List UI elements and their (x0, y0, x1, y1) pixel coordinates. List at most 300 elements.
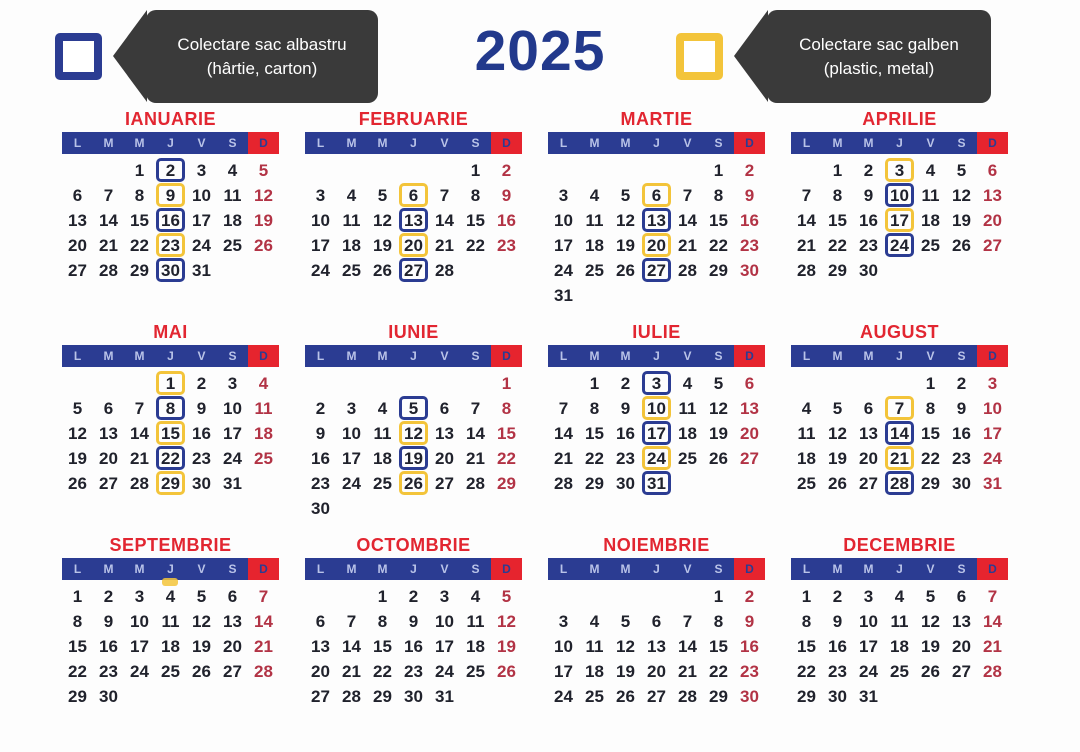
day-cell: 30 (404, 687, 423, 706)
year-title: 2025 (474, 19, 606, 83)
day-cell: 8 (72, 612, 83, 631)
day-cell: 10 (859, 612, 878, 631)
empty-cell (305, 371, 336, 396)
weekday-header-5: S (714, 349, 723, 363)
weekday-header-2: M (620, 562, 631, 576)
day-cell: 2 (744, 161, 755, 180)
weekday-header-5: S (714, 136, 723, 150)
empty-cell (62, 158, 93, 183)
weekday-header-1: M (589, 136, 600, 150)
day-cell: 1 (155, 371, 186, 396)
day-cell: 20 (859, 449, 878, 468)
weekday-header-sunday: D (491, 558, 522, 580)
day-cell: 1 (589, 374, 600, 393)
day-cell: 5 (832, 399, 843, 418)
day-cell: 15 (497, 424, 516, 443)
empty-cell (579, 584, 610, 609)
days-grid (791, 584, 1008, 709)
weekday-header-sunday: D (734, 558, 765, 580)
day-cell: 10 (342, 424, 361, 443)
day-cell: 4 (894, 587, 905, 606)
day-cell: 12 (254, 186, 273, 205)
day-cell: 19 (709, 424, 728, 443)
weekday-header-sunday: D (248, 345, 279, 367)
day-cell: 28 (884, 471, 915, 496)
day-cell: 8 (713, 186, 724, 205)
weekday-header-row (62, 558, 279, 580)
day-cell: 10 (884, 183, 915, 208)
empty-cell (853, 371, 884, 396)
day-cell: 22 (585, 449, 604, 468)
day-cell: 3 (641, 371, 672, 396)
day-cell: 8 (832, 186, 843, 205)
day-cell: 13 (311, 637, 330, 656)
empty-cell (791, 371, 822, 396)
day-cell: 2 (315, 399, 326, 418)
day-cell: 11 (890, 612, 909, 631)
weekday-header-4: V (926, 136, 935, 150)
day-cell: 2 (620, 374, 631, 393)
day-cell: 6 (439, 399, 450, 418)
weekday-header-row (548, 345, 765, 367)
day-cell: 5 (398, 396, 429, 421)
month-title: MAI (153, 322, 188, 342)
blue-bag-swatch-icon (55, 33, 102, 80)
day-cell: 16 (616, 424, 635, 443)
weekday-header-4: V (440, 349, 449, 363)
days-grid (548, 371, 765, 496)
day-cell: 6 (103, 399, 114, 418)
days-grid (791, 158, 1008, 283)
weekday-header-4: V (683, 349, 692, 363)
day-cell: 26 (921, 662, 940, 681)
weekday-header-0: L (316, 349, 325, 363)
weekday-header-sunday: D (734, 345, 765, 367)
day-cell: 29 (155, 471, 186, 496)
empty-cell (548, 584, 579, 609)
day-cell: 19 (497, 637, 516, 656)
day-cell: 8 (470, 186, 481, 205)
day-cell: 21 (99, 236, 118, 255)
day-cell: 19 (398, 446, 429, 471)
day-cell: 15 (373, 637, 392, 656)
day-cell: 12 (192, 612, 211, 631)
day-cell: 4 (589, 186, 600, 205)
day-cell: 14 (435, 211, 454, 230)
day-cell: 9 (863, 186, 874, 205)
empty-cell (548, 371, 579, 396)
weekday-header-5: S (228, 349, 237, 363)
days-grid (62, 584, 279, 709)
day-cell: 4 (155, 584, 186, 609)
empty-cell (579, 158, 610, 183)
month-title: MARTIE (620, 109, 693, 129)
day-cell: 18 (342, 236, 361, 255)
day-cell: 26 (709, 449, 728, 468)
day-cell: 13 (68, 211, 87, 230)
day-cell: 5 (196, 587, 207, 606)
day-cell: 19 (616, 236, 635, 255)
day-cell: 7 (682, 612, 693, 631)
yellow-bag-legend-line1: Colectare sac galben (799, 34, 959, 54)
day-cell: 18 (466, 637, 485, 656)
day-cell: 30 (616, 474, 635, 493)
weekday-header-2: M (863, 136, 874, 150)
month-mai (62, 319, 279, 532)
weekday-header-5: S (714, 562, 723, 576)
day-cell: 17 (554, 236, 573, 255)
day-cell: 2 (408, 587, 419, 606)
day-cell: 11 (585, 211, 604, 230)
month-title: IUNIE (388, 322, 439, 342)
day-cell: 23 (155, 233, 186, 258)
day-cell: 23 (859, 236, 878, 255)
day-cell: 6 (227, 587, 238, 606)
day-cell: 12 (828, 424, 847, 443)
day-cell: 9 (501, 186, 512, 205)
day-cell: 8 (801, 612, 812, 631)
day-cell: 12 (398, 421, 429, 446)
day-cell: 5 (713, 374, 724, 393)
day-cell: 10 (192, 186, 211, 205)
day-cell: 27 (68, 261, 87, 280)
day-cell: 1 (713, 587, 724, 606)
day-cell: 22 (130, 236, 149, 255)
day-cell: 13 (647, 637, 666, 656)
days-grid (548, 584, 765, 709)
day-cell: 4 (589, 612, 600, 631)
day-cell: 18 (373, 449, 392, 468)
day-cell: 5 (620, 612, 631, 631)
day-cell: 30 (192, 474, 211, 493)
days-grid (62, 158, 279, 283)
day-cell: 29 (797, 687, 816, 706)
weekday-header-row (548, 132, 765, 154)
day-cell: 31 (192, 261, 211, 280)
day-cell: 17 (435, 637, 454, 656)
day-cell: 15 (797, 637, 816, 656)
weekday-header-5: S (228, 562, 237, 576)
day-cell: 14 (678, 637, 697, 656)
day-cell: 7 (682, 186, 693, 205)
day-cell: 31 (223, 474, 242, 493)
day-cell: 1 (713, 161, 724, 180)
empty-cell (610, 158, 641, 183)
day-cell: 18 (254, 424, 273, 443)
weekday-header-5: S (471, 136, 480, 150)
day-cell: 12 (68, 424, 87, 443)
day-cell: 20 (641, 233, 672, 258)
day-cell: 14 (99, 211, 118, 230)
weekday-header-5: S (228, 136, 237, 150)
day-cell: 3 (196, 161, 207, 180)
day-cell: 10 (554, 637, 573, 656)
weekday-header-3: J (167, 349, 174, 363)
days-grid (548, 158, 765, 308)
weekday-header-4: V (197, 562, 206, 576)
day-cell: 14 (254, 612, 273, 631)
day-cell: 3 (439, 587, 450, 606)
day-cell: 11 (254, 399, 273, 418)
weekday-header-0: L (73, 136, 82, 150)
day-cell: 16 (497, 211, 516, 230)
day-cell: 31 (859, 687, 878, 706)
day-cell: 25 (890, 662, 909, 681)
day-cell: 29 (373, 687, 392, 706)
day-cell: 21 (342, 662, 361, 681)
weekday-header-row (791, 132, 1008, 154)
day-cell: 16 (952, 424, 971, 443)
month-title: AUGUST (860, 322, 939, 342)
day-cell: 21 (130, 449, 149, 468)
day-cell: 24 (342, 474, 361, 493)
day-cell: 16 (740, 637, 759, 656)
empty-cell (641, 158, 672, 183)
day-cell: 26 (616, 261, 635, 280)
day-cell: 27 (398, 258, 429, 283)
day-cell: 14 (797, 211, 816, 230)
month-title: IANUARIE (124, 109, 216, 129)
day-cell: 22 (155, 446, 186, 471)
day-cell: 15 (68, 637, 87, 656)
empty-cell (336, 584, 367, 609)
day-cell: 12 (497, 612, 516, 631)
empty-cell (305, 584, 336, 609)
empty-cell (822, 371, 853, 396)
weekday-header-3: J (167, 136, 174, 150)
day-cell: 18 (890, 637, 909, 656)
weekday-header-sunday: D (248, 132, 279, 154)
day-cell: 22 (68, 662, 87, 681)
day-cell: 13 (99, 424, 118, 443)
weekday-header-sunday: D (248, 558, 279, 580)
month-title: APRILIE (862, 109, 937, 129)
day-cell: 17 (859, 637, 878, 656)
day-cell: 17 (554, 662, 573, 681)
partial-yellow-mark (162, 578, 178, 586)
day-cell: 26 (616, 687, 635, 706)
day-cell: 4 (346, 186, 357, 205)
day-cell: 15 (921, 424, 940, 443)
weekday-header-4: V (197, 349, 206, 363)
day-cell: 14 (983, 612, 1002, 631)
day-cell: 1 (801, 587, 812, 606)
weekday-header-2: M (620, 349, 631, 363)
weekday-header-5: S (957, 349, 966, 363)
day-cell: 7 (258, 587, 269, 606)
month-octombrie (305, 532, 522, 709)
day-cell: 29 (585, 474, 604, 493)
day-cell: 31 (641, 471, 672, 496)
day-cell: 28 (983, 662, 1002, 681)
day-cell: 23 (404, 662, 423, 681)
day-cell: 30 (155, 258, 186, 283)
weekday-header-1: M (832, 136, 843, 150)
blue-bag-legend-line1: Colectare sac albastru (177, 34, 347, 54)
day-cell: 2 (103, 587, 114, 606)
day-cell: 7 (470, 399, 481, 418)
day-cell: 11 (797, 424, 816, 443)
day-cell: 25 (342, 261, 361, 280)
empty-cell (791, 158, 822, 183)
weekday-header-1: M (589, 349, 600, 363)
day-cell: 12 (921, 612, 940, 631)
empty-cell (672, 158, 703, 183)
day-cell: 19 (254, 211, 273, 230)
empty-cell (305, 158, 336, 183)
day-cell: 26 (497, 662, 516, 681)
day-cell: 28 (678, 687, 697, 706)
day-cell: 12 (616, 211, 635, 230)
day-cell: 18 (797, 449, 816, 468)
day-cell: 25 (161, 662, 180, 681)
day-cell: 3 (315, 186, 326, 205)
day-cell: 27 (641, 258, 672, 283)
day-cell: 17 (223, 424, 242, 443)
days-grid (305, 371, 522, 521)
day-cell: 19 (921, 637, 940, 656)
day-cell: 27 (311, 687, 330, 706)
day-cell: 26 (398, 471, 429, 496)
weekday-header-row (62, 132, 279, 154)
day-cell: 13 (859, 424, 878, 443)
day-cell: 14 (554, 424, 573, 443)
day-cell: 29 (709, 261, 728, 280)
days-grid (791, 371, 1008, 496)
day-cell: 1 (134, 161, 145, 180)
day-cell: 27 (647, 687, 666, 706)
empty-cell (548, 158, 579, 183)
day-cell: 3 (134, 587, 145, 606)
weekday-header-4: V (926, 349, 935, 363)
day-cell: 18 (921, 211, 940, 230)
month-septembrie (62, 532, 279, 709)
weekday-header-2: M (863, 562, 874, 576)
day-cell: 25 (585, 687, 604, 706)
day-cell: 23 (952, 449, 971, 468)
day-cell: 17 (983, 424, 1002, 443)
weekday-header-5: S (471, 349, 480, 363)
day-cell: 13 (983, 186, 1002, 205)
weekday-header-0: L (559, 349, 568, 363)
day-cell: 16 (828, 637, 847, 656)
day-cell: 10 (554, 211, 573, 230)
day-cell: 24 (223, 449, 242, 468)
day-cell: 7 (801, 186, 812, 205)
day-cell: 16 (192, 424, 211, 443)
weekday-header-3: J (653, 136, 660, 150)
day-cell: 2 (832, 587, 843, 606)
day-cell: 17 (641, 421, 672, 446)
day-cell: 21 (983, 637, 1002, 656)
day-cell: 13 (398, 208, 429, 233)
day-cell: 13 (740, 399, 759, 418)
weekday-header-0: L (316, 136, 325, 150)
day-cell: 20 (435, 449, 454, 468)
yellow-bag-legend-line2: (plastic, metal) (823, 58, 935, 78)
day-cell: 26 (828, 474, 847, 493)
day-cell: 29 (709, 687, 728, 706)
day-cell: 24 (130, 662, 149, 681)
day-cell: 3 (558, 612, 569, 631)
day-cell: 8 (589, 399, 600, 418)
empty-cell (93, 158, 124, 183)
day-cell: 23 (740, 236, 759, 255)
day-cell: 28 (254, 662, 273, 681)
day-cell: 19 (192, 637, 211, 656)
day-cell: 24 (554, 261, 573, 280)
weekday-header-4: V (683, 136, 692, 150)
weekday-header-row (791, 345, 1008, 367)
day-cell: 28 (678, 261, 697, 280)
day-cell: 12 (373, 211, 392, 230)
weekday-header-3: J (896, 562, 903, 576)
day-cell: 6 (398, 183, 429, 208)
weekday-header-2: M (863, 349, 874, 363)
day-cell: 20 (223, 637, 242, 656)
day-cell: 17 (342, 449, 361, 468)
weekday-header-1: M (103, 562, 114, 576)
day-cell: 14 (466, 424, 485, 443)
day-cell: 2 (863, 161, 874, 180)
day-cell: 27 (435, 474, 454, 493)
empty-cell (429, 158, 460, 183)
day-cell: 2 (744, 587, 755, 606)
day-cell: 8 (134, 186, 145, 205)
day-cell: 9 (744, 612, 755, 631)
weekday-header-4: V (440, 136, 449, 150)
day-cell: 27 (952, 662, 971, 681)
weekday-header-5: S (957, 136, 966, 150)
day-cell: 16 (740, 211, 759, 230)
day-cell: 28 (99, 261, 118, 280)
day-cell: 12 (952, 186, 971, 205)
month-title: OCTOMBRIE (356, 535, 471, 555)
day-cell: 17 (192, 211, 211, 230)
day-cell: 3 (558, 186, 569, 205)
day-cell: 22 (709, 662, 728, 681)
day-cell: 29 (68, 687, 87, 706)
day-cell: 8 (377, 612, 388, 631)
day-cell: 30 (740, 261, 759, 280)
day-cell: 14 (342, 637, 361, 656)
day-cell: 15 (155, 421, 186, 446)
day-cell: 11 (223, 186, 242, 205)
day-cell: 1 (470, 161, 481, 180)
empty-cell (367, 371, 398, 396)
empty-cell (610, 584, 641, 609)
weekday-header-1: M (103, 136, 114, 150)
day-cell: 23 (740, 662, 759, 681)
weekday-header-2: M (377, 349, 388, 363)
day-cell: 26 (192, 662, 211, 681)
day-cell: 13 (952, 612, 971, 631)
month-martie (548, 106, 765, 319)
day-cell: 24 (192, 236, 211, 255)
day-cell: 21 (797, 236, 816, 255)
day-cell: 19 (952, 211, 971, 230)
day-cell: 22 (921, 449, 940, 468)
day-cell: 27 (859, 474, 878, 493)
weekday-header-4: V (683, 562, 692, 576)
day-cell: 30 (859, 261, 878, 280)
day-cell: 8 (155, 396, 186, 421)
day-cell: 30 (740, 687, 759, 706)
weekday-header-3: J (653, 562, 660, 576)
day-cell: 28 (342, 687, 361, 706)
day-cell: 4 (801, 399, 812, 418)
day-cell: 6 (651, 612, 662, 631)
